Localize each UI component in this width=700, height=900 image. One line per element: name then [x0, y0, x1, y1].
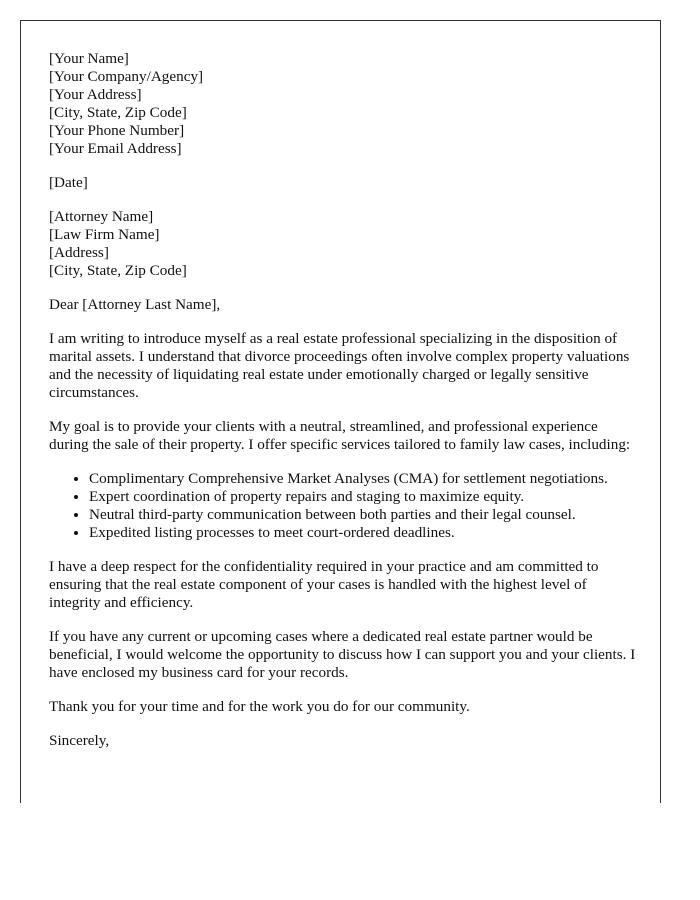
recipient-city: [City, State, Zip Code]: [49, 262, 187, 279]
sender-name: [Your Name]: [49, 50, 129, 67]
recipient-address-line: [Address]: [49, 244, 109, 261]
recipient-address: [49, 208, 660, 280]
list-item: • Expedited listing processes to meet court-ordered deadlines.: [89, 524, 639, 542]
goal-paragraph: My goal is to provide your clients with a neutral, streamlined, and professional experience during the sale of their property. I offer specific services tailored to family law cases, including:: [49, 418, 631, 453]
recipient-firm: [Law Firm Name]: [49, 226, 160, 243]
sender-address-line: [Your Address]: [49, 86, 142, 103]
sender-company: [Your Company/Agency]: [49, 68, 204, 85]
salutation: Dear [Attorney Last Name],: [49, 296, 221, 313]
recipient-name: [Attorney Name]: [49, 208, 154, 225]
list-item: • Complimentary Comprehensive Market Analyses (CMA) for settlement negotiations.: [89, 470, 639, 488]
confidentiality-paragraph: I have a deep respect for the confidentiality required in your practice and am committed to ensuring that the real estate component of your cases is handled with the highest level of integrity and efficiency.: [49, 558, 599, 611]
services-list: [49, 470, 639, 542]
letter-date: [Date]: [49, 174, 88, 191]
sender-city: [City, State, Zip Code]: [49, 104, 187, 121]
signoff: Sincerely,: [49, 732, 110, 749]
intro-paragraph: I am writing to introduce myself as a real estate professional specializing in the disposition of marital assets. I understand that divorce proceedings often involve complex property valuations and the necessity of liquidating real estate under emotionally charged or legally sensitive circumstances.: [49, 330, 630, 401]
sender-phone: [Your Phone Number]: [49, 122, 185, 139]
partnership-paragraph: If you have any current or upcoming cases where a dedicated real estate partner would be beneficial, I would welcome the opportunity to discuss how I can support you and your clients. I have enclosed my business card for your records.: [49, 628, 636, 681]
list-item: • Neutral third-party communication between both parties and their legal counsel.: [89, 506, 639, 524]
list-item: • Expert coordination of property repairs and staging to maximize equity.: [89, 488, 639, 506]
letter-page: [20, 20, 661, 803]
thanks-paragraph: Thank you for your time and for the work you do for our community.: [49, 698, 470, 715]
sender-address: [49, 50, 660, 158]
sender-email: [Your Email Address]: [49, 140, 182, 157]
